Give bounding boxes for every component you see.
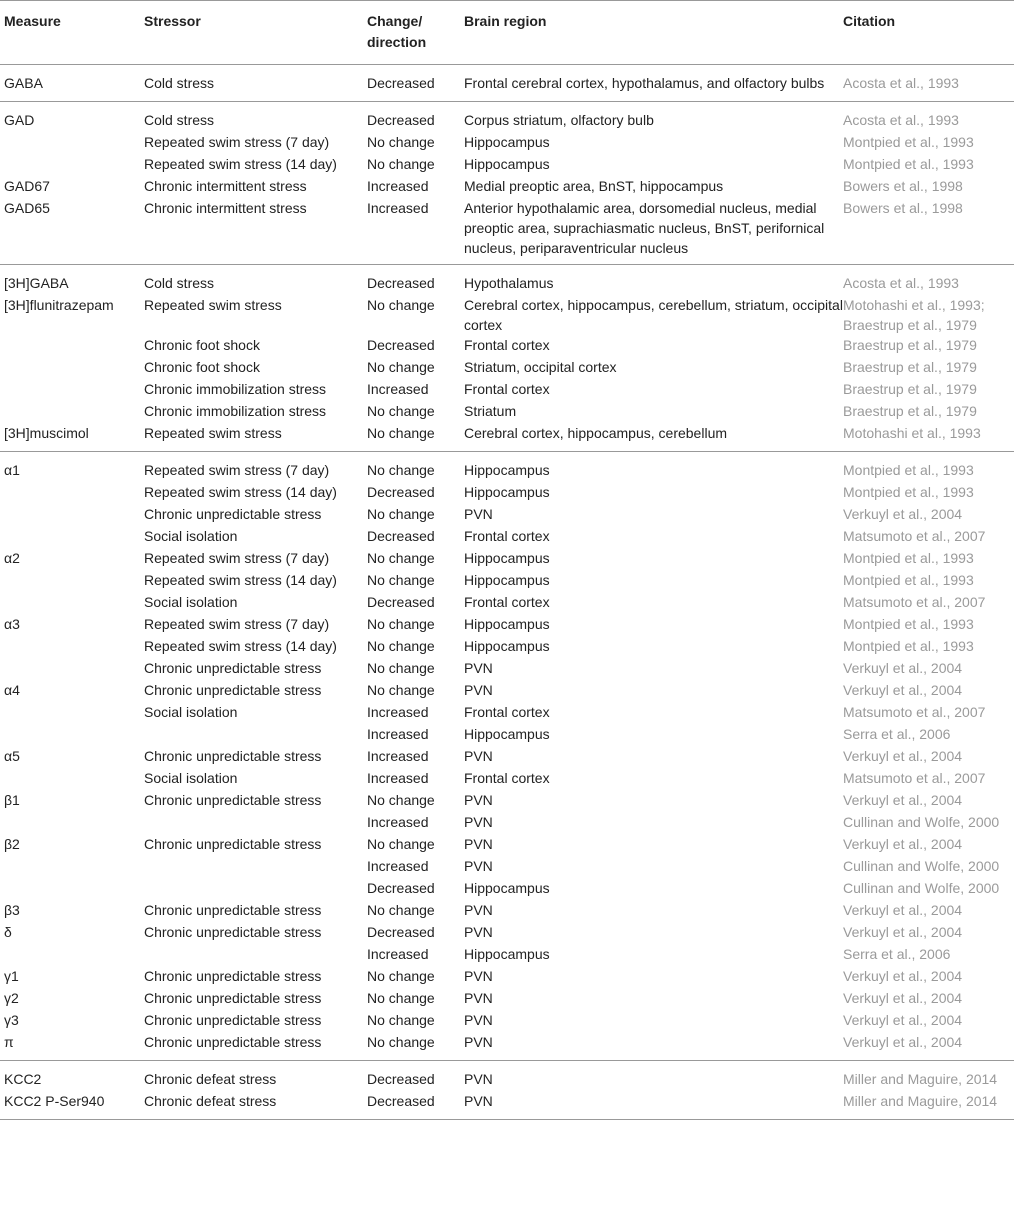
cell-measure: γ2 xyxy=(4,990,19,1006)
table-row xyxy=(0,724,1014,746)
cell-stressor: Repeated swim stress (14 day) xyxy=(144,156,337,172)
cell-measure: α4 xyxy=(4,682,20,698)
cell-citation: Motohashi et al., 1993 xyxy=(843,423,1014,452)
table-row xyxy=(0,966,1014,988)
cell-stressor: Repeated swim stress (7 day) xyxy=(144,616,330,632)
cell-brain-region: Frontal cortex xyxy=(464,381,550,397)
cell-measure xyxy=(0,592,144,614)
table-row xyxy=(0,154,1014,176)
cell-stressor: Chronic unpredictable stress xyxy=(144,506,322,522)
cell-measure: GABA xyxy=(0,65,144,102)
cell-stressor: Chronic defeat stress xyxy=(144,1091,367,1120)
cell-brain-region: PVN xyxy=(464,792,493,808)
cell-change-direction: No change xyxy=(367,968,435,984)
cell-measure: KCC2 P-Ser940 xyxy=(0,1091,144,1120)
table-row xyxy=(0,548,1014,570)
cell-citation: Motohashi et al., 1993; Braestrup et al., 1979 xyxy=(843,297,985,333)
cell-measure xyxy=(0,856,144,878)
cell-measure: [3H]muscimol xyxy=(0,423,144,452)
cell-citation: Montpied et al., 1993 xyxy=(843,638,974,654)
cell-citation: Verkuyl et al., 2004 xyxy=(843,836,963,852)
table-row xyxy=(0,482,1014,504)
cell-change-direction: No change xyxy=(367,660,435,676)
cell-change-direction: Decreased xyxy=(367,337,435,353)
cell-change-direction: No change xyxy=(367,462,435,478)
cell-measure: [3H]GABA xyxy=(4,275,69,291)
cell-change-direction: No change xyxy=(367,616,435,632)
table-row xyxy=(0,878,1014,900)
cell-change-direction: No change xyxy=(367,550,435,566)
cell-brain-region: Hippocampus xyxy=(464,880,550,896)
cell-citation: Montpied et al., 1993 xyxy=(843,134,974,150)
cell-stressor: Chronic immobilization stress xyxy=(144,381,327,397)
cell-measure: KCC2 xyxy=(4,1071,42,1087)
header-change-direction: Change/ direction xyxy=(367,1,464,65)
cell-citation: Braestrup et al., 1979 xyxy=(843,403,977,419)
cell-measure xyxy=(0,132,144,154)
cell-change-direction: No change xyxy=(367,902,435,918)
cell-brain-region: PVN xyxy=(464,660,493,676)
table-row xyxy=(0,357,1014,379)
cell-brain-region: PVN xyxy=(464,506,493,522)
cell-citation: Montpied et al., 1993 xyxy=(843,572,974,588)
table-row xyxy=(0,102,1014,133)
cell-measure: β2 xyxy=(4,836,20,852)
cell-brain-region: Hippocampus xyxy=(464,462,550,478)
cell-stressor: Chronic unpredictable stress xyxy=(144,902,322,918)
cell-brain-region: Cerebral cortex, hippocampus, cerebellum xyxy=(464,423,843,452)
cell-stressor: Repeated swim stress (7 day) xyxy=(144,134,330,150)
cell-measure xyxy=(0,482,144,504)
table-row xyxy=(0,812,1014,834)
cell-measure xyxy=(0,357,144,379)
cell-measure xyxy=(0,570,144,592)
cell-stressor: Chronic intermittent stress xyxy=(144,178,307,194)
table-row xyxy=(0,132,1014,154)
cell-citation: Verkuyl et al., 2004 xyxy=(843,1012,963,1028)
table-row xyxy=(0,1032,1014,1061)
header-stressor: Stressor xyxy=(144,1,367,65)
cell-citation: Montpied et al., 1993 xyxy=(843,462,974,478)
cell-citation: Braestrup et al., 1979 xyxy=(843,337,977,353)
cell-change-direction: Increased xyxy=(367,381,429,397)
cell-measure xyxy=(0,658,144,680)
cell-brain-region: Anterior hypothalamic area, dorsomedial nucleus, medial preoptic area, suprachiasmatic nucleus, BnST, perifornical nucleus, periparaventricular nucleus xyxy=(464,198,843,265)
table-row xyxy=(0,636,1014,658)
cell-measure xyxy=(0,504,144,526)
cell-measure xyxy=(0,526,144,548)
cell-measure xyxy=(0,768,144,790)
cell-measure: δ xyxy=(4,924,12,940)
table-row xyxy=(0,335,1014,357)
cell-brain-region: Hippocampus xyxy=(464,156,550,172)
cell-brain-region: Hippocampus xyxy=(464,616,550,632)
cell-measure: α2 xyxy=(4,550,20,566)
cell-citation: Montpied et al., 1993 xyxy=(843,550,974,566)
cell-citation: Verkuyl et al., 2004 xyxy=(843,902,963,918)
cell-change-direction: No change xyxy=(367,359,435,375)
cell-stressor: Chronic unpredictable stress xyxy=(144,792,322,808)
cell-change-direction: Increased xyxy=(367,704,429,720)
cell-brain-region: Frontal cortex xyxy=(464,337,550,353)
table-row xyxy=(0,526,1014,548)
table-row xyxy=(0,1061,1014,1092)
cell-measure xyxy=(0,379,144,401)
cell-measure: β1 xyxy=(4,792,20,808)
cell-measure xyxy=(0,335,144,357)
cell-citation: Verkuyl et al., 2004 xyxy=(843,924,963,940)
cell-measure xyxy=(0,812,144,834)
cell-change-direction: No change xyxy=(367,990,435,1006)
cell-change-direction: No change xyxy=(367,134,435,150)
cell-citation: Verkuyl et al., 2004 xyxy=(843,682,963,698)
cell-change-direction: Decreased xyxy=(367,1071,435,1087)
cell-citation: Braestrup et al., 1979 xyxy=(843,359,977,375)
cell-brain-region: Medial preoptic area, BnST, hippocampus xyxy=(464,178,724,194)
cell-citation: Verkuyl et al., 2004 xyxy=(843,990,963,1006)
cell-citation: Bowers et al., 1998 xyxy=(843,198,1014,265)
table-row xyxy=(0,570,1014,592)
cell-brain-region: PVN xyxy=(464,1012,493,1028)
cell-brain-region: PVN xyxy=(464,858,493,874)
cell-brain-region: Frontal cortex xyxy=(464,528,550,544)
cell-measure: α3 xyxy=(4,616,20,632)
cell-stressor: Repeated swim stress (7 day) xyxy=(144,462,330,478)
cell-stressor: Repeated swim stress xyxy=(144,423,367,452)
cell-measure: γ3 xyxy=(4,1012,19,1028)
cell-change-direction: Decreased xyxy=(367,112,435,128)
cell-brain-region: Frontal cortex xyxy=(464,594,550,610)
cell-citation: Acosta et al., 1993 xyxy=(843,65,1014,102)
table-row xyxy=(0,614,1014,636)
table-row xyxy=(0,295,1014,335)
table-row xyxy=(0,900,1014,922)
cell-measure xyxy=(0,154,144,176)
cell-citation: Cullinan and Wolfe, 2000 xyxy=(843,880,1000,896)
table-row xyxy=(0,423,1014,452)
cell-stressor xyxy=(144,724,367,746)
cell-citation: Cullinan and Wolfe, 2000 xyxy=(843,814,1000,830)
cell-citation: Acosta et al., 1993 xyxy=(843,275,959,291)
cell-stressor: Chronic unpredictable stress xyxy=(144,1032,367,1061)
cell-citation: Verkuyl et al., 2004 xyxy=(843,968,963,984)
cell-change-direction: Increased xyxy=(367,946,429,962)
cell-brain-region: Corpus striatum, olfactory bulb xyxy=(464,112,654,128)
cell-stressor xyxy=(144,856,367,878)
cell-measure xyxy=(0,944,144,966)
cell-brain-region: PVN xyxy=(464,682,493,698)
cell-measure xyxy=(0,878,144,900)
cell-change-direction: No change xyxy=(367,1032,464,1061)
table-row xyxy=(0,592,1014,614)
cell-stressor: Chronic unpredictable stress xyxy=(144,990,322,1006)
cell-measure: α1 xyxy=(4,462,20,478)
cell-brain-region: PVN xyxy=(464,1071,493,1087)
cell-change-direction: Decreased xyxy=(367,275,435,291)
cell-change-direction: No change xyxy=(367,1012,435,1028)
cell-stressor: Repeated swim stress (14 day) xyxy=(144,638,337,654)
cell-change-direction: No change xyxy=(367,572,435,588)
table-row xyxy=(0,1091,1014,1120)
cell-change-direction: Decreased xyxy=(367,484,435,500)
cell-citation: Bowers et al., 1998 xyxy=(843,178,963,194)
cell-stressor: Social isolation xyxy=(144,704,238,720)
cell-brain-region: Striatum, occipital cortex xyxy=(464,359,617,375)
cell-change-direction: No change xyxy=(367,792,435,808)
cell-change-direction: No change xyxy=(367,682,435,698)
table-row xyxy=(0,790,1014,812)
cell-stressor: Social isolation xyxy=(144,770,238,786)
cell-stressor: Chronic unpredictable stress xyxy=(144,968,322,984)
cell-change-direction: Increased xyxy=(367,748,429,764)
table-row xyxy=(0,922,1014,944)
cell-change-direction: Increased xyxy=(367,858,429,874)
cell-change-direction: Decreased xyxy=(367,880,435,896)
cell-change-direction: Decreased xyxy=(367,1091,464,1120)
table-row xyxy=(0,768,1014,790)
cell-stressor: Repeated swim stress (7 day) xyxy=(144,550,330,566)
cell-citation: Serra et al., 2006 xyxy=(843,946,951,962)
cell-brain-region: Frontal cortex xyxy=(464,770,550,786)
cell-stressor xyxy=(144,944,367,966)
cell-citation: Braestrup et al., 1979 xyxy=(843,381,977,397)
cell-brain-region: Hippocampus xyxy=(464,572,550,588)
cell-brain-region: Hypothalamus xyxy=(464,275,554,291)
cell-citation: Verkuyl et al., 2004 xyxy=(843,792,963,808)
cell-stressor: Social isolation xyxy=(144,594,238,610)
cell-citation: Matsumoto et al., 2007 xyxy=(843,594,986,610)
table-row xyxy=(0,401,1014,423)
table-row xyxy=(0,176,1014,198)
table-row xyxy=(0,988,1014,1010)
cell-citation: Cullinan and Wolfe, 2000 xyxy=(843,858,1000,874)
cell-citation: Acosta et al., 1993 xyxy=(843,112,959,128)
cell-citation: Verkuyl et al., 2004 xyxy=(843,748,963,764)
cell-measure xyxy=(0,636,144,658)
cell-citation: Matsumoto et al., 2007 xyxy=(843,704,986,720)
cell-stressor: Cold stress xyxy=(144,275,215,291)
cell-stressor: Chronic immobilization stress xyxy=(144,403,327,419)
cell-change-direction: Decreased xyxy=(367,65,464,102)
cell-stressor xyxy=(144,812,367,834)
cell-change-direction: Increased xyxy=(367,198,464,265)
cell-brain-region: Cerebral cortex, hippocampus, cerebellum, striatum, occipital cortex xyxy=(464,297,843,333)
cell-stressor: Chronic unpredictable stress xyxy=(144,1012,322,1028)
cell-brain-region: Hippocampus xyxy=(464,726,550,742)
cell-citation: Verkuyl et al., 2004 xyxy=(843,660,963,676)
cell-measure: GAD65 xyxy=(0,198,144,265)
cell-brain-region: Hippocampus xyxy=(464,638,550,654)
header-brain-region: Brain region xyxy=(464,1,843,65)
cell-measure: γ1 xyxy=(4,968,19,984)
cell-measure: β3 xyxy=(4,902,20,918)
table-row xyxy=(0,379,1014,401)
cell-stressor xyxy=(144,878,367,900)
cell-brain-region: PVN xyxy=(464,748,493,764)
cell-brain-region: Hippocampus xyxy=(464,550,550,566)
cell-stressor: Repeated swim stress (14 day) xyxy=(144,572,337,588)
cell-brain-region: Frontal cortex xyxy=(464,704,550,720)
cell-citation: Miller and Maguire, 2014 xyxy=(843,1071,998,1087)
cell-measure xyxy=(0,401,144,423)
cell-citation: Montpied et al., 1993 xyxy=(843,156,974,172)
cell-citation: Miller and Maguire, 2014 xyxy=(843,1091,1014,1120)
cell-measure xyxy=(0,724,144,746)
cell-change-direction: No change xyxy=(367,638,435,654)
table-row xyxy=(0,452,1014,483)
cell-brain-region: PVN xyxy=(464,814,493,830)
cell-measure: GAD67 xyxy=(4,178,50,194)
table-row xyxy=(0,198,1014,265)
cell-change-direction: No change xyxy=(367,156,435,172)
cell-change-direction: Decreased xyxy=(367,528,435,544)
cell-brain-region: PVN xyxy=(464,1091,843,1120)
cell-measure: GAD xyxy=(4,112,35,128)
cell-stressor: Chronic unpredictable stress xyxy=(144,924,322,940)
cell-brain-region: PVN xyxy=(464,1032,843,1061)
cell-brain-region: Frontal cerebral cortex, hypothalamus, and olfactory bulbs xyxy=(464,65,843,102)
cell-stressor: Chronic unpredictable stress xyxy=(144,682,322,698)
cell-brain-region: PVN xyxy=(464,836,493,852)
table-row xyxy=(0,504,1014,526)
cell-citation: Montpied et al., 1993 xyxy=(843,484,974,500)
cell-stressor: Chronic unpredictable stress xyxy=(144,836,322,852)
cell-citation: Montpied et al., 1993 xyxy=(843,616,974,632)
cell-change-direction: Decreased xyxy=(367,594,435,610)
cell-change-direction: Increased xyxy=(367,770,429,786)
table-row xyxy=(0,680,1014,702)
cell-brain-region: PVN xyxy=(464,968,493,984)
cell-stressor: Chronic foot shock xyxy=(144,359,260,375)
table-row xyxy=(0,1010,1014,1032)
table-row xyxy=(0,834,1014,856)
cell-measure xyxy=(0,702,144,724)
cell-stressor: Chronic intermittent stress xyxy=(144,198,367,265)
table-row xyxy=(0,856,1014,878)
cell-citation: Serra et al., 2006 xyxy=(843,726,951,742)
cell-stressor: Chronic defeat stress xyxy=(144,1071,277,1087)
cell-stressor: Chronic foot shock xyxy=(144,337,260,353)
cell-brain-region: Hippocampus xyxy=(464,484,550,500)
cell-stressor: Social isolation xyxy=(144,528,238,544)
table-row xyxy=(0,746,1014,768)
table-body xyxy=(0,65,1014,1120)
cell-change-direction: Increased xyxy=(367,178,429,194)
cell-stressor: Cold stress xyxy=(144,65,367,102)
cell-brain-region: Striatum xyxy=(464,403,517,419)
cell-change-direction: Increased xyxy=(367,726,429,742)
header-citation: Citation xyxy=(843,1,1014,65)
table-row xyxy=(0,265,1014,296)
cell-citation: Verkuyl et al., 2004 xyxy=(843,1032,1014,1061)
table-row xyxy=(0,658,1014,680)
cell-measure: π xyxy=(0,1032,144,1061)
cell-brain-region: PVN xyxy=(464,924,493,940)
cell-change-direction: Increased xyxy=(367,814,429,830)
cell-brain-region: PVN xyxy=(464,990,493,1006)
cell-change-direction: No change xyxy=(367,297,435,313)
cell-brain-region: Hippocampus xyxy=(464,134,550,150)
cell-citation: Matsumoto et al., 2007 xyxy=(843,528,986,544)
cell-citation: Matsumoto et al., 2007 xyxy=(843,770,986,786)
cell-stressor: Cold stress xyxy=(144,112,215,128)
table-row xyxy=(0,944,1014,966)
header-row xyxy=(0,1,1014,65)
cell-change-direction: No change xyxy=(367,403,435,419)
cell-brain-region: PVN xyxy=(464,902,493,918)
cell-change-direction: No change xyxy=(367,506,435,522)
table-row xyxy=(0,65,1014,102)
cell-change-direction: No change xyxy=(367,423,464,452)
header-measure: Measure xyxy=(0,1,144,65)
cell-change-direction: No change xyxy=(367,836,435,852)
cell-brain-region: Hippocampus xyxy=(464,946,550,962)
cell-change-direction: Decreased xyxy=(367,924,435,940)
table-row xyxy=(0,702,1014,724)
cell-citation: Verkuyl et al., 2004 xyxy=(843,506,963,522)
cell-stressor: Chronic unpredictable stress xyxy=(144,748,322,764)
cell-measure: [3H]flunitrazepam xyxy=(4,297,114,313)
cell-stressor: Chronic unpredictable stress xyxy=(144,660,322,676)
cell-measure: α5 xyxy=(4,748,20,764)
cell-stressor: Repeated swim stress (14 day) xyxy=(144,484,337,500)
cell-stressor: Repeated swim stress xyxy=(144,297,282,313)
